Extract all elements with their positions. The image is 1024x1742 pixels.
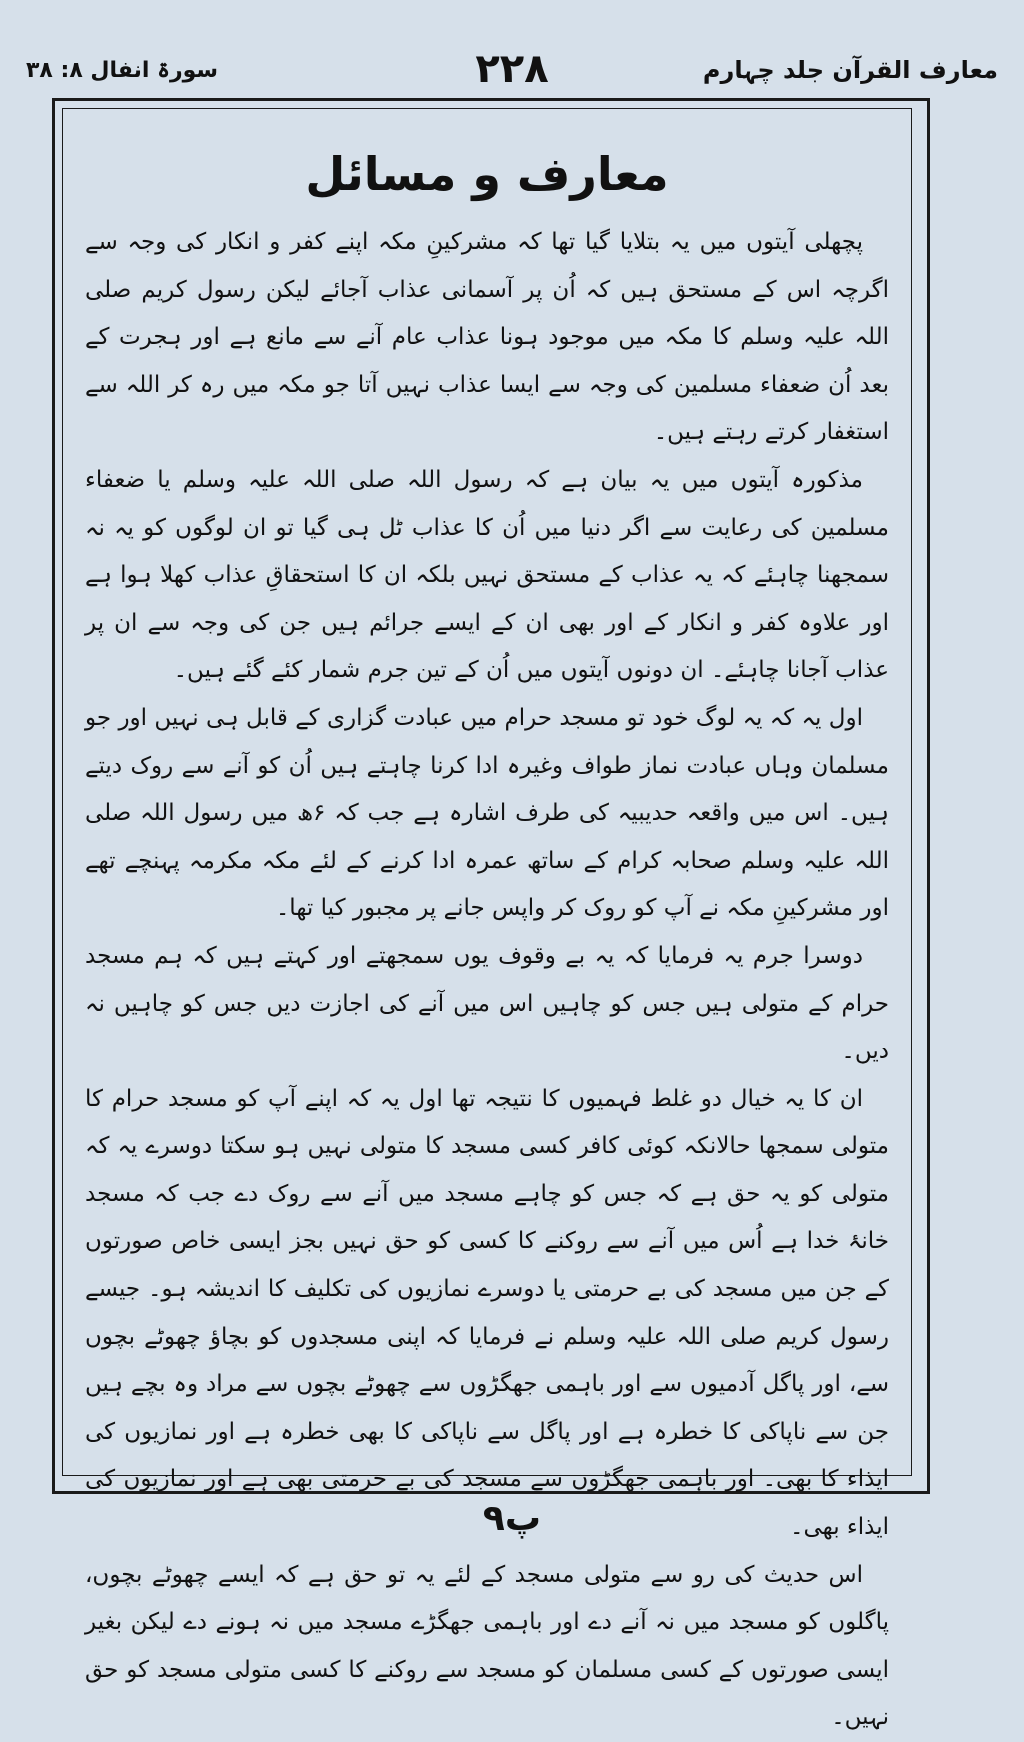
page-number: ۲۲۸ (475, 46, 549, 92)
paragraph: دوسرا جرم یہ فرمایا کہ یہ بے وقوف یوں سمجھتے اور کہتے ہیں کہ ہم مسجد حرام کے متولی ہیں جس کو چاہیں اس میں آنے کی اجازت دیں جس کو چاہیں نہ دیں۔ (85, 942, 889, 1065)
section-title: معارف و مسائل (305, 147, 669, 201)
paragraph: پچھلی آیتوں میں یہ بتلایا گیا تھا کہ مشرکینِ مکہ اپنے کفر و انکار کی وجہ سے اگرچہ اس کے مستحق ہیں کہ اُن پر آسمانی عذاب آجائے لیکن رسول کریم صلی اللہ علیہ وسلم کا مکہ میں موجود ہونا عذاب عام آنے سے مانع ہے اور ہجرت کے بعد اُن ضعفاء مسلمین کی وجہ سے ایسا عذاب نہیں آتا جو مکہ میں رہ کر اللہ سے استغفار کرتے رہتے ہیں۔ (85, 229, 889, 446)
book-title: معارف القرآن جلد چہارم (702, 56, 998, 84)
paragraph: اس حدیث کی رو سے متولی مسجد کے لئے یہ تو حق ہے کہ ایسے چھوٹے بچوں، پاگلوں کو مسجد میں نہ آنے دے اور باہمی جھگڑے مسجد میں نہ ہونے دے لیکن بغیر ایسی صورتوں کے کسی مسلمان کو مسجد سے روکنے کا کسی متولی مسجد کو حق نہیں۔ (85, 1561, 889, 1731)
paragraph: اول یہ کہ یہ لوگ خود تو مسجد حرام میں عبادت گزاری کے قابل ہی نہیں اور جو مسلمان وہاں عبادت نماز طواف وغیرہ ادا کرنا چاہتے ہیں اُن کو آنے سے روک دیتے ہیں۔ اس میں واقعہ حدیبیہ کی طرف اشارہ ہے جب کہ ۶ھ میں رسول اللہ صلی اللہ علیہ وسلم صحابہ کرام کے ساتھ عمرہ ادا کرنے کے لئے مکہ مکرمہ پہنچے تھے اور مشرکینِ مکہ نے آپ کو روک کر واپس جانے پر مجبور کیا تھا۔ (85, 704, 889, 922)
paragraph: ان کا یہ خیال دو غلط فہمیوں کا نتیجہ تھا اول یہ کہ اپنے آپ کو مسجد حرام کا متولی سمجھا حالانکہ کوئی کافر کسی مسجد کا متولی نہیں ہو سکتا دوسرے یہ کہ متولی کو یہ حق ہے کہ جس کو چاہے مسجد میں آنے سے روک دے جب کہ مسجد خانۂ خدا ہے اُس میں آنے سے روکنے کا کسی کو حق نہیں بجز ایسی خاص صورتوں کے جن میں مسجد کی بے حرمتی یا دوسرے نمازیوں کی تکلیف کا اندیشہ ہو۔ جیسے رسول کریم صلی اللہ علیہ وسلم نے فرمایا کہ اپنی مسجدوں کو بچاؤ چھوٹے بچوں سے، اور پاگل آدمیوں سے اور باہمی جھگڑوں سے چھوٹے بچوں سے مراد وہ بچے ہیں جن سے ناپاکی کا خطرہ ہے اور پاگل سے ناپاکی کا بھی خطرہ ہے اور نمازیوں کی ایذاء کا بھی۔ اور باہمی جھگڑوں سے مسجد کی بے حرمتی بھی ہے اور نمازیوں کی ایذاء بھی۔ (85, 1085, 889, 1541)
footer-mark: ۹پ (482, 1498, 542, 1539)
page-header (26, 46, 998, 102)
paragraph: مذکورہ آیتوں میں یہ بیان ہے کہ رسول اللہ صلی اللہ علیہ وسلم یا ضعفاء مسلمین کی رعایت سے اگر دنیا میں اُن کا عذاب ٹل ہی گیا تو ان لوگوں کو یہ نہ سمجھنا چاہئے کہ یہ عذاب کے مستحق نہیں بلکہ ان کا استحقاقِ عذاب کھلا ہوا ہے اور علاوہ کفر و انکار کے اور بھی ان کے ایسے جرائم ہیں جن کی وجہ سے ان پر عذاب آجانا چاہئے۔ ان دونوں آیتوں میں اُن کے تین جرم شمار کئے گئے ہیں۔ (85, 466, 889, 684)
surah-reference: سورۃ انفال ۸: ۳۸ (26, 58, 219, 83)
